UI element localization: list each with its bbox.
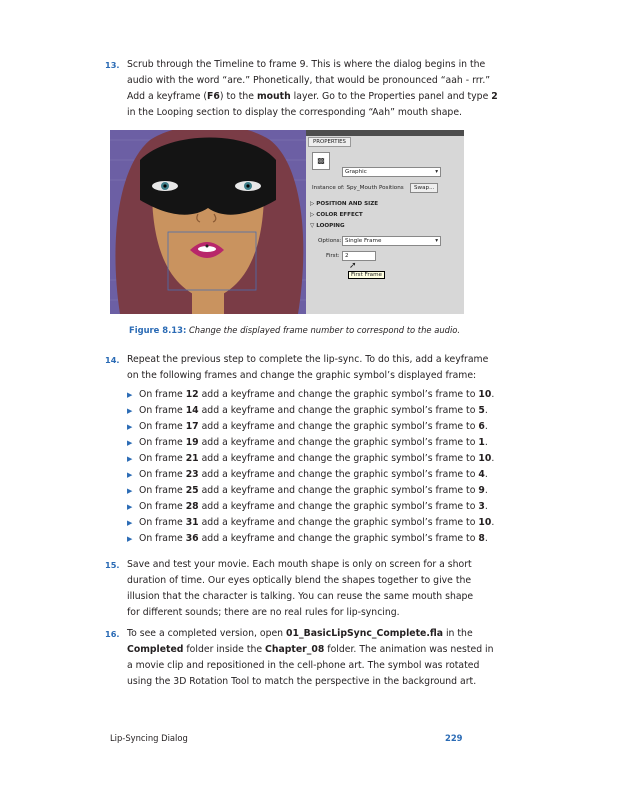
symbol-type-select[interactable]: [342, 167, 441, 177]
section-label: LOOPING: [316, 223, 345, 229]
bullet-arrow-icon: ▶: [127, 391, 133, 399]
first-frame-input[interactable]: 2: [342, 251, 376, 261]
step-number: 16.: [105, 629, 120, 639]
step-16: [105, 626, 494, 690]
figure-label: Figure 8.13:: [129, 325, 187, 335]
list-item: ▶ On frame 12 add a keyframe and change the graphic symbol’s frame to 10.: [127, 387, 465, 403]
panel-titlebar: [306, 130, 464, 136]
list-item: ▶ On frame 28 add a keyframe and change the graphic symbol’s frame to 3.: [127, 499, 465, 515]
step-number: 13.: [105, 60, 120, 70]
text-line: Repeat the previous step to complete the lip-sync. To do this, add a keyframe: [127, 354, 489, 365]
section-label: COLOR EFFECT: [316, 212, 363, 218]
text-line: duration of time. Our eyes optically blend the shapes together to give the: [127, 575, 472, 586]
section-label: POSITION AND SIZE: [316, 201, 379, 207]
bullet-arrow-icon: ▶: [127, 519, 133, 527]
options-label: Options:: [318, 238, 342, 244]
step-text: [127, 626, 494, 690]
chevron-down-icon: ▾: [435, 169, 438, 175]
list-item: ▶ On frame 19 add a keyframe and change the graphic symbol’s frame to 1.: [127, 435, 465, 451]
section-color-effect[interactable]: ▷ COLOR EFFECT: [310, 212, 363, 218]
section-looping[interactable]: ▽ LOOPING: [310, 223, 345, 229]
text-line: using the 3D Rotation Tool to match the perspective in the background art.: [127, 676, 477, 687]
text-line: Save and test your movie. Each mouth shape is only on screen for a short: [127, 559, 472, 570]
first-frame-tooltip: First Frame: [348, 271, 385, 279]
list-item: ▶ On frame 23 add a keyframe and change the graphic symbol’s frame to 4.: [127, 467, 465, 483]
step-number: 14.: [105, 355, 120, 365]
bullet-arrow-icon: ▶: [127, 487, 133, 495]
bullet-arrow-icon: ▶: [127, 439, 133, 447]
step-text: [127, 57, 498, 121]
text-line: Scrub through the Timeline to frame 9. This is where the dialog begins in the: [127, 59, 486, 70]
list-item: ▶ On frame 14 add a keyframe and change the graphic symbol’s frame to 5.: [127, 403, 465, 419]
bullet-arrow-icon: ▶: [127, 503, 133, 511]
text-line: Add a keyframe (F6) to the mouth layer. Go to the Properties panel and type 2: [127, 91, 498, 102]
bullet-arrow-icon: ▶: [127, 407, 133, 415]
figure-screenshot: [110, 130, 464, 314]
list-item: ▶ On frame 17 add a keyframe and change the graphic symbol’s frame to 6.: [127, 419, 465, 435]
instance-row: [312, 185, 404, 191]
step-number: 15.: [105, 560, 120, 570]
first-frame-label: First:: [326, 253, 340, 259]
instance-label: Instance of:: [312, 185, 345, 191]
list-item: ▶ On frame 36 add a keyframe and change the graphic symbol’s frame to 8.: [127, 531, 465, 547]
list-item: ▶ On frame 31 add a keyframe and change the graphic symbol’s frame to 10.: [127, 515, 465, 531]
instance-name: Spy_Mouth Positions: [346, 185, 404, 191]
section-position-and-size[interactable]: ▷ POSITION AND SIZE: [310, 201, 379, 207]
step-14: [105, 352, 495, 547]
page-number: 229: [445, 733, 463, 743]
frame-list: [127, 387, 495, 547]
text-line: in the Looping section to display the corresponding “Aah” mouth shape.: [127, 107, 463, 118]
graphic-symbol-icon: ▩: [312, 152, 330, 170]
running-footer: Lip-Syncing Dialog: [110, 733, 188, 743]
properties-panel: [306, 130, 464, 314]
loop-options-select[interactable]: [342, 236, 441, 246]
text-line: audio with the word “are.” Phonetically, that would be pronounced “aah - rrr.”: [127, 75, 491, 86]
figure-caption: [129, 325, 460, 335]
bullet-arrow-icon: ▶: [127, 471, 133, 479]
loop-options-value: Single Frame: [345, 238, 382, 244]
bullet-arrow-icon: ▶: [127, 535, 133, 543]
list-item: ▶ On frame 21 add a keyframe and change the graphic symbol’s frame to 10.: [127, 451, 465, 467]
tab-properties[interactable]: PROPERTIES: [308, 137, 351, 147]
bullet-arrow-icon: ▶: [127, 455, 133, 463]
text-line: for different sounds; there are no real rules for lip-syncing.: [127, 607, 400, 618]
caption-text: Change the displayed frame number to correspond to the audio.: [186, 325, 461, 335]
text-line: illusion that the character is talking. You can reuse the same mouth shape: [127, 591, 474, 602]
mouse-pointer-icon: ➚: [349, 261, 357, 271]
text-line: a movie clip and repositioned in the cell-phone art. The symbol was rotated: [127, 660, 480, 671]
step-13: [105, 57, 498, 121]
text-line: To see a completed version, open 01_BasicLipSync_Complete.fla in the: [127, 628, 473, 639]
step-body: [127, 352, 495, 547]
list-item: ▶ On frame 25 add a keyframe and change the graphic symbol’s frame to 9.: [127, 483, 465, 499]
step-15: [105, 557, 474, 621]
chevron-down-icon: ▾: [435, 238, 438, 244]
text-line: Completed folder inside the Chapter_08 folder. The animation was nested in: [127, 644, 494, 655]
text-line: on the following frames and change the graphic symbol’s displayed frame:: [127, 370, 477, 381]
symbol-type-value: Graphic: [345, 169, 367, 175]
step-text: [127, 352, 489, 384]
bullet-arrow-icon: ▶: [127, 423, 133, 431]
swap-button[interactable]: Swap...: [410, 183, 438, 193]
step-text: [127, 557, 474, 621]
